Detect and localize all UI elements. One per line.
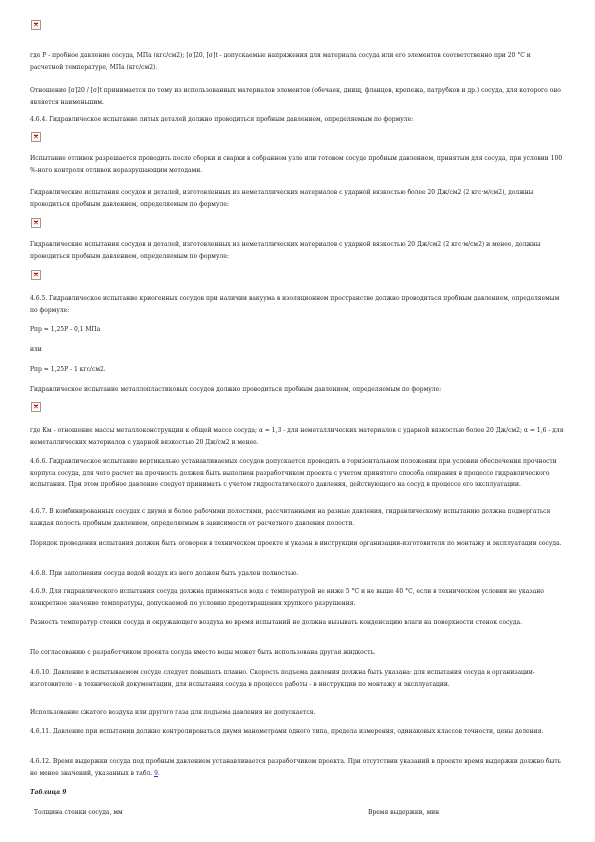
formula-text: Рпр = 1,25Р - 1 кгс/см2. [30, 366, 106, 373]
paragraph: где P - пробное давление сосуда, МПа (кгс/см2); [σ]20, [σ]t - допускаемые напряжения для материала сосуда или его элементов соответственно при 20 °С и расчетной температуре, МПа (кгс/см2). [30, 52, 531, 71]
paragraph: Гидравлические испытания сосудов и деталей, изготовленных из неметаллических материалов с ударной вязкостью 20 Дж/см2 (2 кгс·м/см2) и менее, должны проводиться пробным давлением, определяемым по формуле: [30, 241, 541, 260]
broken-image-icon: ✕ [31, 20, 41, 30]
broken-image-icon: ✕ [31, 270, 41, 280]
paragraph-text: 4.6.12. Время выдержки сосуда под пробным давлением устанавливается разработчиком проекта. При отсутствии указаний в проекте время выдержки должно быть не менее значений, указанных в табл. [30, 758, 561, 777]
paragraph: По согласованию с разработчиком проекта сосуда вместо воды может быть использована другая жидкость. [30, 649, 376, 656]
paragraph [30, 756, 565, 779]
table-caption: Таблица 9 [30, 789, 67, 796]
paragraph: или [30, 346, 42, 353]
paragraph: Гидравлические испытания сосудов и деталей, изготовленных из неметаллических материалов с ударной вязкостью более 20 Дж/см2 (2 кгс·м/см2), должны проводиться пробным давлением, определяемым по формуле: [30, 189, 534, 208]
table-9-link[interactable]: 9 [154, 769, 158, 777]
table-header-cell: Время выдержки, мин [368, 809, 440, 816]
paragraph: 4.6.10. Давление в испытываемом сосуде следует повышать плавно. Скорость подъема давления должна быть указана: для испытания сосуда в организации-изготовителе - в технической документации, для испытания сосуда в процессе работы - в инструкции по монтажу и эксплуатации. [30, 669, 535, 688]
broken-image-icon: ✕ [31, 218, 41, 228]
paragraph: Гидравлическое испытание металлопластиковых сосудов должно проводиться пробным давлением, определяемым по формуле: [30, 386, 442, 393]
paragraph: 4.6.8. При заполнении сосуда водой воздух из него должен быть удален полностью. [30, 570, 299, 577]
paragraph: где Км - отношение массы металлоконструкции к общей массе сосуда; α = 1,3 - для неметаллических материалов с ударной вязкостью более 20 Дж/см2; α = 1,6 - для неметаллических материалов с ударной вязкостью 20 Дж/см2 и менее. [30, 427, 564, 446]
table-header-cell: Толщина стенки сосуда, мм [34, 809, 123, 816]
paragraph-text: . [157, 769, 160, 777]
paragraph: Отношение [σ]20 / [σ]t принимается по тому из использованных материалов элементов (обечаек, днищ, фланцев, крепежа, патрубков и др.) сосуда, для которого оно является наименьшим. [30, 87, 561, 106]
paragraph: 4.6.9. Для гидравлического испытания сосуда должна применяться вода с температурой не ниже 5 °С и не выше 40 °С, если в техническом условии не указано конкретное значение температуры, допускаемой по условию предотвращения хрупкого разрушения. [30, 588, 544, 607]
paragraph: 4.6.11. Давление при испытании должно контролироваться двумя манометрами одного типа, предела измерения, одинаковых классов точности, цены деления. [30, 728, 544, 735]
paragraph: Порядок проведения испытания должен быть оговорен в техническом проекте и указан в инструкции организации-изготовителя по монтажу и эксплуатации сосуда. [30, 540, 562, 547]
paragraph: Испытание отливок разрешается проводить после сборки и сварки в собранном узле или готовом сосуде пробным давлением, принятым для сосуда, при условии 100 %-ного контроля отливок неразрушающим методами. [30, 155, 563, 174]
paragraph: 4.6.4. Гидравлическое испытание литых деталей должно проводиться пробным давлением, определяемым по формуле: [30, 116, 414, 123]
broken-image-icon: ✕ [31, 132, 41, 142]
paragraph: Разность температур стенки сосуда и окружающего воздуха во время испытаний не должна вызывать конденсацию влаги на поверхности стенок сосуда. [30, 619, 523, 626]
paragraph: Использование сжатого воздуха или другого газа для подъема давления не допускается. [30, 709, 316, 716]
broken-image-icon: ✕ [31, 402, 41, 412]
formula-text: Рпр = 1,25Р - 0,1 МПа [30, 326, 101, 333]
paragraph: 4.6.5. Гидравлическое испытание криогенных сосудов при наличии вакуума в изоляционном пространстве должно проводиться пробным давлением, определяемым по формуле: [30, 295, 560, 314]
paragraph: 4.6.7. В комбинированных сосудах с двумя и более рабочими полостями, рассчитанными на разные давления, гидравлическому испытанию должна подвергаться каждая полость пробным давлением, определяемым в зависимости от расчетного давления полости. [30, 508, 551, 527]
paragraph: 4.6.6. Гидравлическое испытание вертикально устанавливаемых сосудов допускается проводить в горизонтальном положении при условии обеспечения прочности корпуса сосуда, для чего расчет на прочность должен быть выполнен разработчиком проекта с учетом принятого способа опирания в процессе гидравлического испытания. При этом пробное давление следует принимать с учетом гидростатического давления, действующего на сосуд в процессе его эксплуатации. [30, 458, 557, 488]
